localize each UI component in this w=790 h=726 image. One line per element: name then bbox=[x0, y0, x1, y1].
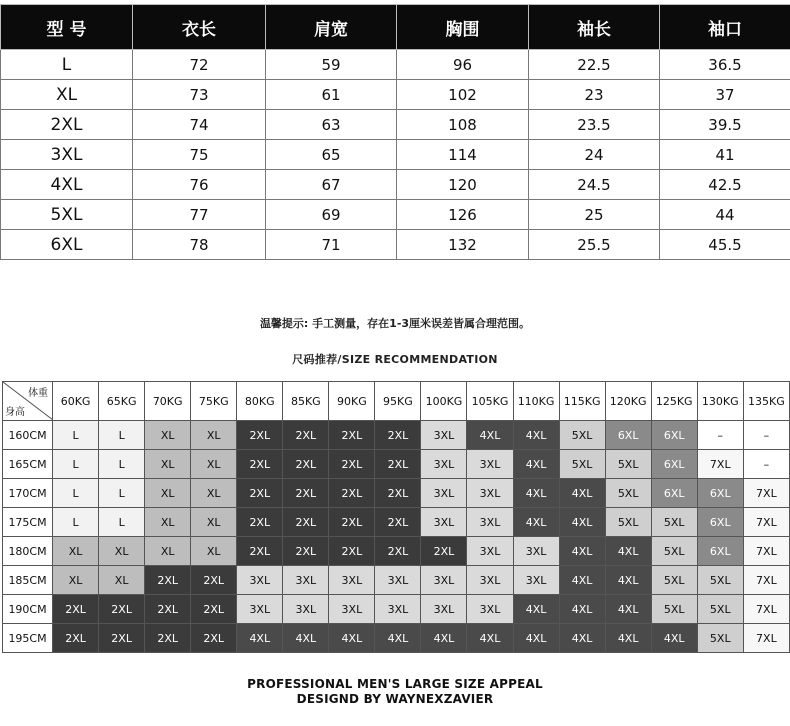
recommended-size-cell: XL bbox=[53, 537, 99, 566]
recommended-size-cell: 2XL bbox=[375, 421, 421, 450]
weight-header-cell: 110KG bbox=[513, 382, 559, 421]
recommended-size-cell: XL bbox=[191, 508, 237, 537]
weight-header-row bbox=[3, 382, 790, 421]
size-label-cell: 5XL bbox=[1, 200, 133, 230]
recommended-size-cell: 3XL bbox=[283, 595, 329, 624]
recommended-size-cell: 3XL bbox=[421, 508, 467, 537]
header-sleeve: 袖长 bbox=[529, 5, 660, 50]
measurement-cell: 114 bbox=[397, 140, 529, 170]
measurement-cell: 41 bbox=[660, 140, 790, 170]
corner-weight-label: 体重 bbox=[28, 388, 49, 399]
recommended-size-cell: 2XL bbox=[99, 624, 145, 653]
recommended-size-cell: 3XL bbox=[421, 450, 467, 479]
size-recommendation-table bbox=[2, 381, 790, 653]
measurement-cell: 76 bbox=[133, 170, 266, 200]
height-row bbox=[3, 508, 790, 537]
recommended-size-cell: – bbox=[743, 421, 789, 450]
height-row bbox=[3, 479, 790, 508]
measurement-cell: 36.5 bbox=[660, 50, 790, 80]
recommended-size-cell: XL bbox=[191, 450, 237, 479]
recommended-size-cell: 4XL bbox=[513, 479, 559, 508]
recommended-size-cell: 2XL bbox=[191, 566, 237, 595]
recommended-size-cell: 7XL bbox=[743, 624, 789, 653]
recommended-size-cell: 4XL bbox=[237, 624, 283, 653]
recommended-size-cell: 2XL bbox=[145, 595, 191, 624]
header-cuff: 袖口 bbox=[660, 5, 790, 50]
weight-header-cell: 60KG bbox=[53, 382, 99, 421]
size-chart-row bbox=[1, 170, 790, 200]
recommended-size-cell: 2XL bbox=[53, 624, 99, 653]
recommended-size-cell: 2XL bbox=[421, 537, 467, 566]
size-label-cell: XL bbox=[1, 80, 133, 110]
recommended-size-cell: 3XL bbox=[421, 566, 467, 595]
recommended-size-cell: – bbox=[697, 421, 743, 450]
recommended-size-cell: 3XL bbox=[467, 566, 513, 595]
recommended-size-cell: L bbox=[53, 479, 99, 508]
recommended-size-cell: 5XL bbox=[559, 450, 605, 479]
measurement-cell: 120 bbox=[397, 170, 529, 200]
height-label-cell: 185CM bbox=[3, 566, 53, 595]
weight-header-cell: 115KG bbox=[559, 382, 605, 421]
recommended-size-cell: 4XL bbox=[421, 624, 467, 653]
recommended-size-cell: 5XL bbox=[605, 508, 651, 537]
height-row bbox=[3, 537, 790, 566]
recommended-size-cell: 7XL bbox=[697, 450, 743, 479]
size-label-cell: 2XL bbox=[1, 110, 133, 140]
recommended-size-cell: XL bbox=[145, 479, 191, 508]
recommended-size-cell: 7XL bbox=[743, 508, 789, 537]
recommended-size-cell: 3XL bbox=[513, 566, 559, 595]
height-row bbox=[3, 450, 790, 479]
measurement-cell: 65 bbox=[266, 140, 397, 170]
weight-header-cell: 80KG bbox=[237, 382, 283, 421]
recommended-size-cell: 5XL bbox=[651, 595, 697, 624]
recommended-size-cell: 2XL bbox=[329, 479, 375, 508]
measurement-cell: 23.5 bbox=[529, 110, 660, 140]
measurement-cell: 108 bbox=[397, 110, 529, 140]
height-row bbox=[3, 421, 790, 450]
recommended-size-cell: 2XL bbox=[145, 624, 191, 653]
recommended-size-cell: 7XL bbox=[743, 566, 789, 595]
recommended-size-cell: 3XL bbox=[467, 450, 513, 479]
recommended-size-cell: L bbox=[99, 479, 145, 508]
recommended-size-cell: 4XL bbox=[513, 624, 559, 653]
footer-slogan: PROFESSIONAL MEN'S LARGE SIZE APPEAL bbox=[247, 677, 543, 691]
corner-height-label: 身高 bbox=[5, 407, 25, 418]
header-chest: 胸围 bbox=[397, 5, 529, 50]
recommended-size-cell: 5XL bbox=[605, 450, 651, 479]
recommended-size-cell: 3XL bbox=[467, 595, 513, 624]
height-row bbox=[3, 624, 790, 653]
recommended-size-cell: XL bbox=[191, 537, 237, 566]
weight-header-cell: 90KG bbox=[329, 382, 375, 421]
recommended-size-cell: 2XL bbox=[191, 624, 237, 653]
recommended-size-cell: 6XL bbox=[697, 479, 743, 508]
recommended-size-cell: 3XL bbox=[467, 537, 513, 566]
recommended-size-cell: 4XL bbox=[467, 421, 513, 450]
recommended-size-cell: 4XL bbox=[651, 624, 697, 653]
size-chart-row bbox=[1, 110, 790, 140]
weight-header-cell: 95KG bbox=[375, 382, 421, 421]
footer-designer: DESIGND BY WAYNEXZAVIER bbox=[296, 692, 494, 706]
measurement-cell: 37 bbox=[660, 80, 790, 110]
height-label-cell: 160CM bbox=[3, 421, 53, 450]
header-size: 型 号 bbox=[1, 5, 133, 50]
measurement-cell: 24 bbox=[529, 140, 660, 170]
recommended-size-cell: – bbox=[743, 450, 789, 479]
weight-header-cell: 85KG bbox=[283, 382, 329, 421]
recommended-size-cell: 4XL bbox=[605, 537, 651, 566]
recommended-size-cell: 2XL bbox=[191, 595, 237, 624]
weight-header-cell: 75KG bbox=[191, 382, 237, 421]
recommended-size-cell: 2XL bbox=[283, 508, 329, 537]
measurement-cell: 59 bbox=[266, 50, 397, 80]
measurement-cell: 24.5 bbox=[529, 170, 660, 200]
recommended-size-cell: L bbox=[53, 450, 99, 479]
recommended-size-cell: 3XL bbox=[421, 595, 467, 624]
measurement-cell: 69 bbox=[266, 200, 397, 230]
recommended-size-cell: 2XL bbox=[329, 537, 375, 566]
recommended-size-cell: 2XL bbox=[329, 421, 375, 450]
recommended-size-cell: 3XL bbox=[421, 421, 467, 450]
recommended-size-cell: 2XL bbox=[237, 450, 283, 479]
recommended-size-cell: XL bbox=[99, 537, 145, 566]
measurement-cell: 96 bbox=[397, 50, 529, 80]
weight-header-cell: 105KG bbox=[467, 382, 513, 421]
recommended-size-cell: 2XL bbox=[237, 421, 283, 450]
recommended-size-cell: 4XL bbox=[329, 624, 375, 653]
header-shoulder: 肩宽 bbox=[266, 5, 397, 50]
recommended-size-cell: 2XL bbox=[99, 595, 145, 624]
recommended-size-cell: 2XL bbox=[237, 537, 283, 566]
corner-cell bbox=[3, 382, 53, 421]
size-chart-row bbox=[1, 50, 790, 80]
recommended-size-cell: 2XL bbox=[53, 595, 99, 624]
recommended-size-cell: 4XL bbox=[559, 537, 605, 566]
recommended-size-cell: 2XL bbox=[283, 479, 329, 508]
recommended-size-cell: 2XL bbox=[375, 508, 421, 537]
recommended-size-cell: 2XL bbox=[375, 450, 421, 479]
recommended-size-cell: 5XL bbox=[559, 421, 605, 450]
recommended-size-cell: L bbox=[99, 421, 145, 450]
recommended-size-cell: 5XL bbox=[651, 537, 697, 566]
recommended-size-cell: 3XL bbox=[329, 566, 375, 595]
recommended-size-cell: 4XL bbox=[513, 595, 559, 624]
weight-header-cell: 100KG bbox=[421, 382, 467, 421]
measurement-cell: 67 bbox=[266, 170, 397, 200]
weight-header-cell: 65KG bbox=[99, 382, 145, 421]
measurement-cell: 63 bbox=[266, 110, 397, 140]
recommended-size-cell: 6XL bbox=[651, 450, 697, 479]
recommended-size-cell: 3XL bbox=[375, 595, 421, 624]
size-label-cell: 4XL bbox=[1, 170, 133, 200]
recommended-size-cell: 2XL bbox=[329, 450, 375, 479]
recommended-size-cell: 4XL bbox=[513, 508, 559, 537]
recommended-size-cell: 4XL bbox=[375, 624, 421, 653]
height-row bbox=[3, 566, 790, 595]
recommended-size-cell: 4XL bbox=[283, 624, 329, 653]
height-label-cell: 195CM bbox=[3, 624, 53, 653]
recommended-size-cell: L bbox=[53, 421, 99, 450]
recommended-size-cell: 2XL bbox=[237, 479, 283, 508]
recommended-size-cell: 5XL bbox=[697, 595, 743, 624]
measurement-cell: 78 bbox=[133, 230, 266, 260]
recommended-size-cell: 4XL bbox=[605, 624, 651, 653]
recommended-size-cell: 6XL bbox=[697, 508, 743, 537]
header-length: 衣长 bbox=[133, 5, 266, 50]
recommended-size-cell: L bbox=[99, 508, 145, 537]
measurement-cell: 77 bbox=[133, 200, 266, 230]
measurement-cell: 102 bbox=[397, 80, 529, 110]
recommended-size-cell: 2XL bbox=[237, 508, 283, 537]
recommended-size-cell: XL bbox=[191, 479, 237, 508]
recommended-size-cell: 4XL bbox=[513, 450, 559, 479]
measurement-cell: 45.5 bbox=[660, 230, 790, 260]
measurement-cell: 126 bbox=[397, 200, 529, 230]
recommended-size-cell: 5XL bbox=[697, 566, 743, 595]
recommended-size-cell: 5XL bbox=[697, 624, 743, 653]
recommended-size-cell: 6XL bbox=[697, 537, 743, 566]
recommended-size-cell: XL bbox=[99, 566, 145, 595]
measurement-cell: 25.5 bbox=[529, 230, 660, 260]
measurement-cell: 22.5 bbox=[529, 50, 660, 80]
recommended-size-cell: 6XL bbox=[651, 479, 697, 508]
recommended-size-cell: 4XL bbox=[559, 566, 605, 595]
measurement-cell: 71 bbox=[266, 230, 397, 260]
height-row bbox=[3, 595, 790, 624]
recommended-size-cell: 3XL bbox=[237, 595, 283, 624]
recommended-size-cell: 3XL bbox=[467, 508, 513, 537]
measurement-cell: 23 bbox=[529, 80, 660, 110]
recommended-size-cell: 7XL bbox=[743, 479, 789, 508]
recommended-size-cell: 3XL bbox=[467, 479, 513, 508]
weight-header-cell: 135KG bbox=[743, 382, 789, 421]
height-label-cell: 165CM bbox=[3, 450, 53, 479]
size-chart-row bbox=[1, 140, 790, 170]
recommended-size-cell: XL bbox=[145, 537, 191, 566]
height-label-cell: 175CM bbox=[3, 508, 53, 537]
measurement-cell: 42.5 bbox=[660, 170, 790, 200]
size-label-cell: 6XL bbox=[1, 230, 133, 260]
recommended-size-cell: 5XL bbox=[651, 508, 697, 537]
height-label-cell: 190CM bbox=[3, 595, 53, 624]
recommended-size-cell: XL bbox=[145, 508, 191, 537]
recommended-size-cell: XL bbox=[145, 421, 191, 450]
size-chart-table bbox=[0, 4, 790, 260]
recommendation-title: 尺码推荐/SIZE RECOMMENDATION bbox=[292, 353, 498, 366]
size-chart-row bbox=[1, 200, 790, 230]
measurement-cell: 75 bbox=[133, 140, 266, 170]
recommended-size-cell: 2XL bbox=[145, 566, 191, 595]
recommended-size-cell: 2XL bbox=[375, 479, 421, 508]
recommended-size-cell: 7XL bbox=[743, 595, 789, 624]
recommended-size-cell: 2XL bbox=[329, 508, 375, 537]
weight-header-cell: 70KG bbox=[145, 382, 191, 421]
size-chart-row bbox=[1, 230, 790, 260]
measurement-cell: 73 bbox=[133, 80, 266, 110]
size-chart-row bbox=[1, 80, 790, 110]
recommended-size-cell: 4XL bbox=[605, 566, 651, 595]
recommended-size-cell: 3XL bbox=[375, 566, 421, 595]
measurement-cell: 74 bbox=[133, 110, 266, 140]
recommended-size-cell: L bbox=[99, 450, 145, 479]
size-label-cell: L bbox=[1, 50, 133, 80]
recommended-size-cell: 2XL bbox=[283, 421, 329, 450]
size-label-cell: 3XL bbox=[1, 140, 133, 170]
recommended-size-cell: XL bbox=[191, 421, 237, 450]
recommended-size-cell: 6XL bbox=[605, 421, 651, 450]
size-chart-header-row bbox=[1, 5, 790, 50]
weight-header-cell: 125KG bbox=[651, 382, 697, 421]
recommended-size-cell: 3XL bbox=[513, 537, 559, 566]
recommended-size-cell: 3XL bbox=[237, 566, 283, 595]
recommended-size-cell: 4XL bbox=[559, 624, 605, 653]
measurement-cell: 61 bbox=[266, 80, 397, 110]
recommended-size-cell: 4XL bbox=[559, 595, 605, 624]
recommended-size-cell: 6XL bbox=[651, 421, 697, 450]
recommended-size-cell: 4XL bbox=[467, 624, 513, 653]
recommended-size-cell: 2XL bbox=[283, 450, 329, 479]
measurement-cell: 25 bbox=[529, 200, 660, 230]
recommended-size-cell: 2XL bbox=[375, 537, 421, 566]
recommended-size-cell: XL bbox=[53, 566, 99, 595]
recommended-size-cell: 3XL bbox=[283, 566, 329, 595]
recommended-size-cell: 4XL bbox=[605, 595, 651, 624]
recommended-size-cell: 5XL bbox=[605, 479, 651, 508]
measurement-cell: 39.5 bbox=[660, 110, 790, 140]
measurement-cell: 44 bbox=[660, 200, 790, 230]
weight-header-cell: 120KG bbox=[605, 382, 651, 421]
recommended-size-cell: 5XL bbox=[651, 566, 697, 595]
height-label-cell: 170CM bbox=[3, 479, 53, 508]
recommended-size-cell: 4XL bbox=[559, 479, 605, 508]
recommended-size-cell: 3XL bbox=[329, 595, 375, 624]
measurement-cell: 132 bbox=[397, 230, 529, 260]
measurement-cell: 72 bbox=[133, 50, 266, 80]
recommended-size-cell: 7XL bbox=[743, 537, 789, 566]
weight-header-cell: 130KG bbox=[697, 382, 743, 421]
height-label-cell: 180CM bbox=[3, 537, 53, 566]
recommended-size-cell: L bbox=[53, 508, 99, 537]
recommended-size-cell: 3XL bbox=[421, 479, 467, 508]
recommended-size-cell: 4XL bbox=[513, 421, 559, 450]
recommended-size-cell: 2XL bbox=[283, 537, 329, 566]
recommended-size-cell: 4XL bbox=[559, 508, 605, 537]
measurement-note: 温馨提示: 手工测量，存在1-3厘米误差皆属合理范围。 bbox=[259, 317, 531, 330]
recommended-size-cell: XL bbox=[145, 450, 191, 479]
